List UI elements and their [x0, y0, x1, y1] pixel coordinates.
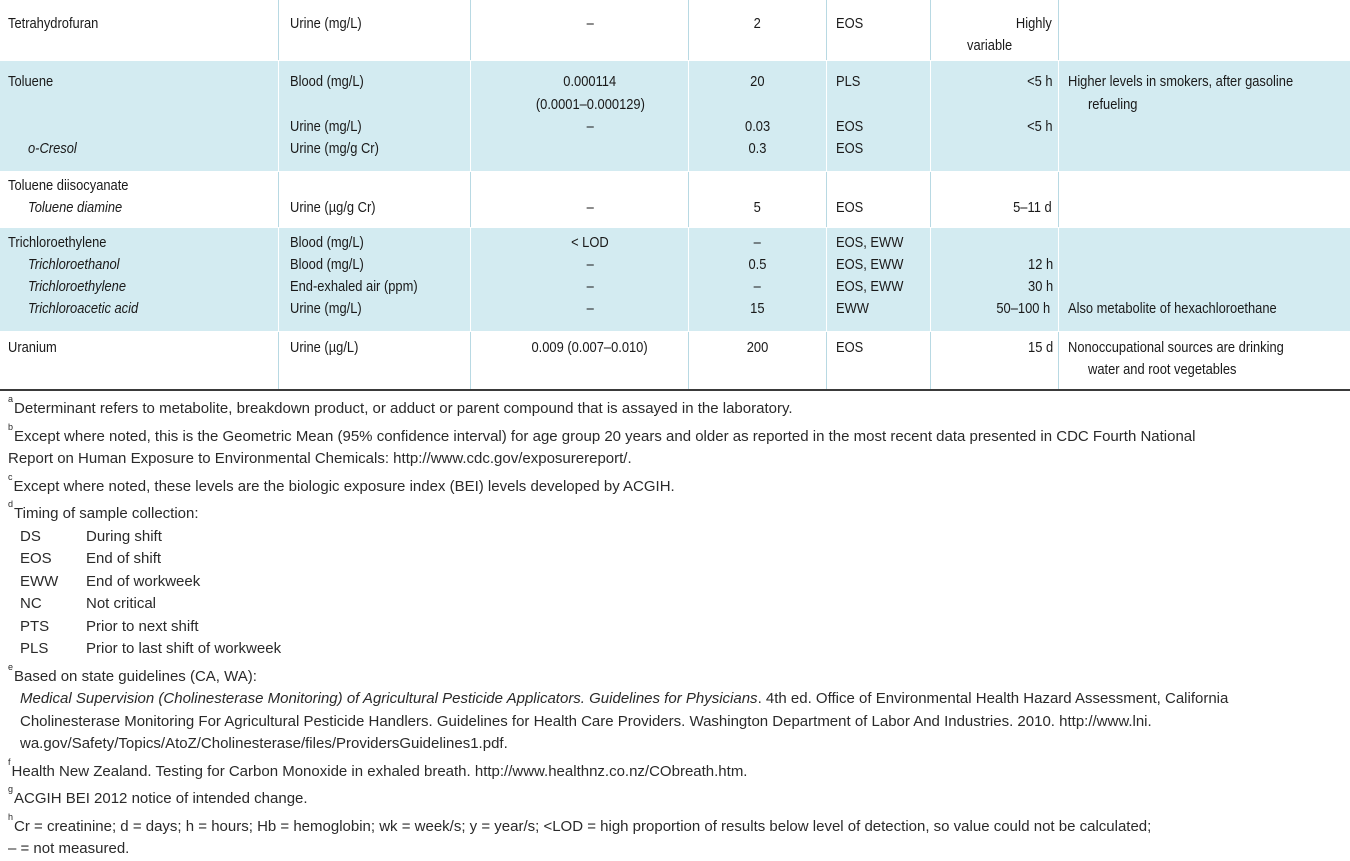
specimen-cell: End-exhaled air (ppm) [290, 278, 418, 295]
footnote-b-continued: Report on Human Exposure to Environmental Chemicals: http://www.cdc.gov/exposurereport/. [8, 450, 632, 467]
half-life-cell [940, 71, 1055, 93]
determinant-cell: Uranium [8, 339, 57, 356]
exposure-limit-cell [690, 232, 825, 254]
exposure-limit-cell [690, 13, 825, 35]
reference-value-cell [480, 337, 700, 359]
footnote-b: $^b$Except where noted, this is the Geometric Mean (95% confidence interval) for age group 20 years and older as reported in the most recent data presented in CDC Fourth National [8, 421, 1196, 445]
column-divider [470, 61, 471, 171]
timing-cell: EOS [836, 15, 864, 32]
comments-cell-continued: water and root vegetables [1088, 361, 1237, 378]
comments-cell: Nonoccupational sources are drinking [1068, 339, 1284, 356]
column-divider [470, 0, 471, 60]
timing-code-description: During shift [86, 527, 162, 545]
half-life-cell [940, 116, 1055, 138]
comments-cell: Higher levels in smokers, after gasoline [1068, 73, 1294, 90]
exposure-limit-cell [690, 298, 825, 320]
timing-cell: EOS, EWW [836, 278, 904, 295]
footnote-f: $^f$Health New Zealand. Testing for Carbon Monoxide in exhaled breath. http://www.healthnz.co.nz/CObreath.htm. [8, 756, 748, 780]
column-divider [470, 228, 471, 331]
half-life-cell [940, 276, 1055, 298]
exposure-limit-cell-text: – [753, 234, 762, 251]
exposure-limit-cell-text: 15 [750, 300, 765, 317]
column-divider [930, 172, 931, 227]
column-divider [278, 332, 279, 389]
exposure-limit-cell [690, 337, 825, 359]
timing-code: DS [20, 527, 41, 545]
exposure-limit-cell [690, 116, 825, 138]
timing-code-description: Prior to last shift of workweek [86, 640, 282, 657]
reference-value-cell-text: 0.009 (0.007–0.010) [531, 339, 649, 356]
footnote-e-reference-2: Cholinesterase Monitoring For Agricultural Pesticide Handlers. Guidelines for Health Care Providers. Washington Department of Labor And Industries. 2010. http://www.lni. [20, 712, 1152, 730]
half-life-cell-text: <5 h [1027, 118, 1053, 135]
determinant-cell: Toluene diisocyanate [8, 177, 129, 194]
column-divider [826, 332, 827, 389]
metabolite-cell: Trichloroethanol [28, 256, 120, 273]
comments-cell-continued: refueling [1088, 96, 1138, 113]
comments-cell: Also metabolite of hexachloroethane [1068, 300, 1277, 317]
footnote-h-continued: – = not measured. [8, 840, 130, 857]
reference-value-cell [480, 116, 700, 138]
specimen-cell: Urine (µg/g Cr) [290, 199, 376, 216]
table-row-group [0, 0, 1350, 61]
determinant-cell: Toluene [8, 73, 54, 90]
footnote-c: $^c$Except where noted, these levels are the biologic exposure index (BEI) levels developed by ACGIH. [8, 471, 675, 495]
exposure-limit-cell-text: – [753, 278, 762, 295]
reference-value-cell-text: – [586, 278, 594, 295]
column-divider [826, 61, 827, 171]
timing-code: EOS [20, 550, 52, 567]
footnote-g: $^g$ACGIH BEI 2012 notice of intended change. [8, 784, 308, 807]
footnote-h: $^h$Cr = creatinine; d = days; h = hours; Hb = hemoglobin; wk = week/s; y = year/s; <LOD = high proportion of results below level of detection, so value could not be calculated; [8, 811, 1152, 835]
reference-value-cell [480, 71, 700, 93]
column-divider [1058, 61, 1059, 171]
column-divider [1058, 228, 1059, 331]
table-row-group [0, 61, 1350, 172]
timing-cell: EOS [836, 140, 864, 157]
exposure-limit-cell-text: 0.03 [744, 118, 771, 135]
column-divider [278, 0, 279, 60]
exposure-limit-cell [690, 138, 825, 160]
column-divider [930, 332, 931, 389]
half-life-cell-text: 50–100 h [996, 300, 1051, 317]
column-divider [826, 172, 827, 227]
half-life-cell [940, 337, 1055, 359]
column-divider [1058, 332, 1059, 389]
specimen-cell: Blood (mg/L) [290, 73, 364, 90]
half-life-cell [940, 298, 1055, 320]
reference-value-cell [480, 298, 700, 320]
timing-code-list [0, 526, 1350, 661]
column-divider [930, 61, 931, 171]
reference-value-cell [480, 232, 700, 254]
timing-code: PTS [20, 617, 50, 635]
specimen-cell: Urine (mg/L) [290, 118, 362, 135]
column-divider [930, 228, 931, 331]
footnote-a: $^a$Determinant refers to metabolite, breakdown product, or adduct or parent compound that is assayed in the laboratory. [8, 394, 793, 417]
timing-code: NC [20, 595, 42, 612]
reference-value-cell-text: – [586, 256, 594, 273]
exposure-limit-cell-text: 0.3 [748, 140, 767, 157]
column-divider [278, 61, 279, 171]
exposure-limit-cell-text: 0.5 [748, 256, 767, 273]
reference-value-cell-text: (0.0001–0.000129) [535, 96, 645, 113]
footnote-e: $^e$Based on state guidelines (CA, WA): [8, 661, 257, 685]
reference-value-cell [480, 254, 700, 276]
column-divider [470, 172, 471, 227]
reference-value-cell-text: – [586, 199, 594, 216]
exposure-limit-cell-text: 20 [750, 73, 765, 90]
timing-cell: EOS, EWW [836, 256, 904, 273]
exposure-limit-cell [690, 254, 825, 276]
timing-cell: EOS [836, 199, 864, 216]
determinant-cell: Trichloroethylene [8, 234, 107, 251]
footnote-d: $^d$Timing of sample collection: [8, 499, 199, 522]
half-life-cell-text: <5 h [1027, 73, 1053, 90]
reference-value-cell [480, 197, 700, 219]
timing-cell: EOS, EWW [836, 234, 904, 251]
timing-cell: EOS [836, 118, 864, 135]
column-divider [278, 172, 279, 227]
metabolite-cell: o-Cresol [28, 140, 77, 157]
column-divider [1058, 0, 1059, 60]
column-divider [1058, 172, 1059, 227]
half-life-cell [940, 13, 1055, 35]
specimen-cell: Blood (mg/L) [290, 256, 364, 273]
determinant-cell: Tetrahydrofuran [8, 15, 99, 32]
timing-code-description: Not critical [86, 595, 157, 612]
column-divider [930, 0, 931, 60]
column-divider [470, 332, 471, 389]
footnotes [0, 393, 1350, 861]
half-life-cell [940, 197, 1055, 219]
timing-code-description: Prior to next shift [86, 617, 199, 635]
column-divider [278, 228, 279, 331]
timing-code: PLS [20, 640, 49, 657]
metabolite-cell: Trichloroethylene [28, 278, 126, 295]
metabolite-cell: Toluene diamine [28, 199, 123, 216]
timing-cell: EOS [836, 339, 864, 356]
table-row-group [0, 228, 1350, 332]
table-row-group [0, 172, 1350, 228]
timing-cell: EWW [836, 300, 869, 317]
half-life-cell-continued: variable [967, 37, 1013, 54]
column-divider [826, 0, 827, 60]
specimen-cell: Urine (mg/L) [290, 300, 362, 317]
specimen-cell: Urine (mg/L) [290, 15, 362, 32]
half-life-cell-text: 15 d [1027, 339, 1053, 356]
half-life-cell-text: Highly [1016, 15, 1053, 32]
footnote-e-reference-1: Medical Supervision (Cholinesterase Monitoring) of Agricultural Pesticide Applicators. Guidelines for Physicians. 4th ed. Office of Environmental Health Hazard Assessment, California [20, 690, 1229, 707]
half-life-cell-text: 5–11 d [1013, 199, 1052, 216]
specimen-cell: Urine (mg/g Cr) [290, 140, 379, 157]
half-life-cell-text: 12 h [1027, 256, 1053, 273]
exposure-table [0, 0, 1350, 391]
footnote-e-reference-2-continued: wa.gov/Safety/Topics/AtoZ/Cholinesterase/files/ProvidersGuidelines1.pdf. [20, 735, 508, 752]
metabolite-cell: Trichloroacetic acid [28, 300, 139, 317]
exposure-limit-cell-text: 2 [753, 15, 762, 32]
timing-code-description: End of workweek [86, 572, 201, 590]
reference-value-cell [480, 276, 700, 298]
reference-value-cell-text: – [586, 300, 594, 317]
exposure-limit-cell [690, 276, 825, 298]
timing-code-description: End of shift [86, 550, 162, 567]
reference-value-cell-text: < LOD [571, 234, 609, 251]
timing-cell: PLS [836, 73, 861, 90]
exposure-limit-cell [690, 71, 825, 93]
half-life-cell [940, 254, 1055, 276]
table-row-group [0, 332, 1350, 391]
half-life-cell-text: 30 h [1027, 278, 1053, 295]
exposure-limit-cell [690, 197, 825, 219]
reference-value-cell-text: – [586, 15, 594, 32]
reference-value-cell [480, 94, 700, 116]
exposure-limit-cell-text: 200 [746, 339, 769, 356]
specimen-cell: Blood (mg/L) [290, 234, 364, 251]
reference-value-cell [480, 13, 700, 35]
reference-value-cell-text: – [586, 118, 594, 135]
specimen-cell: Urine (µg/L) [290, 339, 359, 356]
column-divider [826, 228, 827, 331]
timing-code: EWW [20, 572, 59, 590]
exposure-limit-cell-text: 5 [753, 199, 762, 216]
reference-value-cell-text: 0.000114 [563, 73, 617, 90]
